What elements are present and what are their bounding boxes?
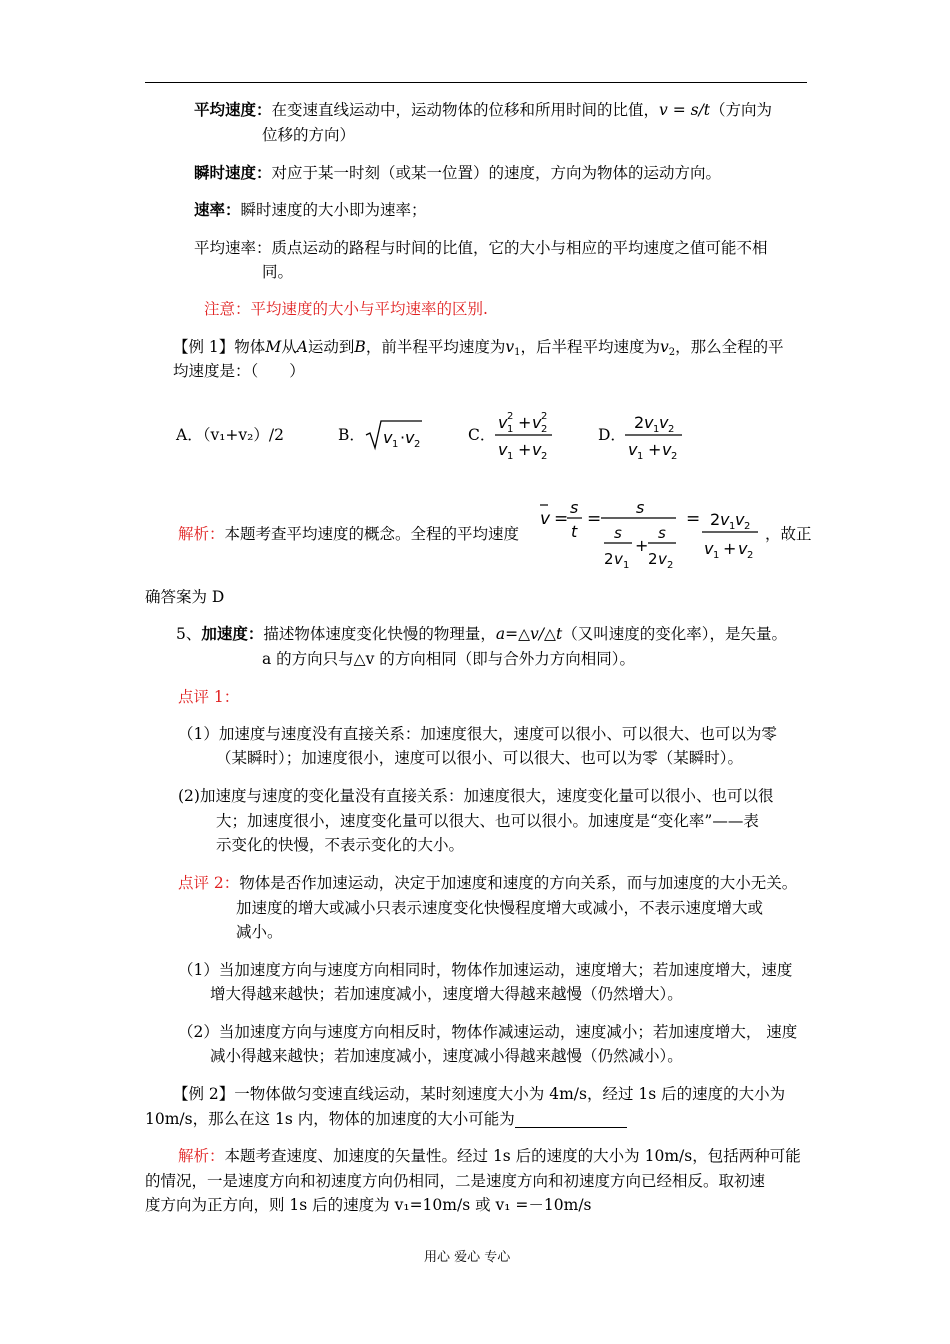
accel-num: 5、 bbox=[176, 625, 202, 643]
option-d-num-two: 2 bbox=[634, 413, 645, 432]
option-c-fraction bbox=[492, 404, 558, 464]
example1-v2-sub: 2 bbox=[668, 347, 676, 358]
avg-velocity-text2: （方向为 bbox=[710, 101, 773, 119]
comment1-p1-line1: （1）加速度与速度没有直接关系：加速度很大，速度可以很小、可以很大、也可以为零 bbox=[178, 725, 777, 743]
example1-text: ，前半程平均速度为 bbox=[365, 338, 506, 356]
accel-text1: 描述物体速度变化快慢的物理量， bbox=[263, 625, 496, 643]
option-d-label: D． bbox=[598, 426, 626, 444]
option-d-den-plus: + bbox=[648, 440, 662, 459]
page-footer: 用心 爱心 专心 bbox=[424, 1250, 511, 1265]
option-a bbox=[176, 424, 284, 446]
example2-tag: 【例 2】 bbox=[173, 1085, 235, 1103]
example2-text2: 10m/s，那么在这 1s 内，物体的加速度的大小可能为 bbox=[145, 1110, 515, 1128]
header-rule bbox=[145, 82, 807, 83]
option-c-label: C． bbox=[468, 426, 496, 444]
note-paragraph: 注意：平均速度的大小与平均速率的区别. bbox=[204, 300, 488, 318]
st-num-s: s bbox=[570, 498, 579, 517]
accel-line1 bbox=[176, 623, 787, 645]
avg-velocity-formula: v = s/t bbox=[659, 101, 711, 119]
example2-text: 一物体做匀变速直线运动，某时刻速度大小为 4m/s，经过 1s 后的速度的大小为 bbox=[234, 1085, 786, 1103]
accel-formula: a=△v/△t bbox=[495, 625, 563, 643]
speed-text: 瞬时速度的大小即为速率； bbox=[240, 201, 427, 219]
sub2-den-two: 2 bbox=[648, 550, 658, 568]
example1-v1-sub: 1 bbox=[514, 347, 521, 358]
example1-text: ，那么全程的平 bbox=[675, 338, 784, 356]
eq-sign-1: = bbox=[554, 509, 569, 529]
analysis1-text: 本题考查平均速度的概念。全程的平均速度 bbox=[224, 525, 520, 543]
option-b-label: B． bbox=[338, 426, 365, 444]
option-a-text: （v₁+v₂）/2 bbox=[202, 426, 284, 444]
example2-line2 bbox=[145, 1108, 627, 1130]
option-b-v2-sub: 2 bbox=[414, 439, 421, 450]
analysis2-text: 本题考查速度、加速度的矢量性。经过 1s 后的速度的大小为 10m/s，包括两种可能 bbox=[224, 1147, 801, 1165]
sub2-den-sub: 2 bbox=[667, 560, 674, 571]
analysis2-line1 bbox=[178, 1145, 801, 1167]
example1-line2: 均速度是：（ ） bbox=[173, 362, 305, 380]
comment1-p1-line2: （某瞬时）；加速度很小，速度可以很小、可以很大、也可以为零（某瞬时）。 bbox=[216, 749, 744, 767]
avg-speed-line2: 同。 bbox=[262, 263, 294, 281]
comment1-p2-line1: (2)加速度与速度的变化量没有直接关系：加速度很大，速度变化量可以很小、也可以很 bbox=[178, 787, 774, 805]
example1-v1: v bbox=[505, 338, 515, 356]
option-c-den-plus: + bbox=[518, 440, 532, 459]
comment2-p2-line2: 减小得越来越快；若加速度减小，速度减小得越来越慢（仍然减小）。 bbox=[210, 1047, 683, 1065]
avg-speed-line1: 平均速率：质点运动的路程与时间的比值，它的大小与相应的平均速度之值可能不相 bbox=[194, 239, 768, 257]
eq-sign-2: = bbox=[587, 509, 602, 529]
example1-text: ，后半程平均速度为 bbox=[520, 338, 660, 356]
option-a-label: A． bbox=[176, 426, 203, 444]
res-num-v2: v bbox=[735, 510, 745, 529]
speed-term: 速率： bbox=[194, 200, 241, 219]
comment2-p1-line2: 增大得越来越快；若加速度减小，速度增大得越来越慢（仍然增大）。 bbox=[210, 985, 683, 1003]
comment2-line1 bbox=[178, 872, 797, 894]
comment1-p2-line3: 示变化的快慢，不表示变化的大小。 bbox=[216, 836, 465, 854]
analysis1-label: 解析： bbox=[178, 525, 225, 543]
answer-blank[interactable] bbox=[515, 1109, 627, 1128]
res-den-v1: v bbox=[704, 539, 714, 558]
res-den-v2: v bbox=[738, 539, 748, 558]
option-d-fraction bbox=[622, 404, 688, 464]
option-c-num-v1-sub: 1 bbox=[507, 424, 514, 435]
accel-text2: （又叫速度的变化率），是矢量。 bbox=[562, 625, 787, 643]
option-c-num-plus: + bbox=[518, 413, 532, 432]
analysis2-line2: 的情况，一是速度方向和初速度方向仍相同，二是速度方向和初速度方向已经相反。取初速 bbox=[145, 1172, 766, 1190]
comment1-p2-line2: 大；加速度很小，速度变化量可以很大、也可以很小。加速度是“变化率”——表 bbox=[216, 812, 759, 830]
analysis1-formula bbox=[536, 494, 764, 576]
option-d-num-v2: v bbox=[659, 413, 669, 432]
inst-velocity-paragraph bbox=[194, 162, 721, 184]
option-b-v1-sub: 1 bbox=[392, 439, 399, 450]
option-c-num-v2: v bbox=[532, 413, 542, 432]
option-d-den-v2: v bbox=[662, 440, 672, 459]
analysis1-line1 bbox=[178, 523, 519, 545]
comment2-p1-line1: （1）当加速度方向与速度方向相同时，物体作加速运动，速度增大；若加速度增大，速度 bbox=[178, 961, 793, 979]
option-c-num-v1: v bbox=[498, 413, 508, 432]
analysis2-line3: 度方向为正方向，则 1s 后的速度为 v₁=10m/s 或 v₁ =－10m/s bbox=[145, 1196, 592, 1214]
eq-sign-3: = bbox=[686, 509, 701, 529]
option-c-num-v2-sub: 2 bbox=[541, 424, 548, 435]
res-num-v1-sub: 1 bbox=[729, 521, 736, 532]
option-d-num-v1: v bbox=[644, 413, 654, 432]
analysis1-line2: 确答案为 D bbox=[145, 588, 225, 606]
sub2-num-s: s bbox=[658, 524, 666, 542]
inst-velocity-text: 对应于某一时刻（或某一位置）的速度，方向为物体的运动方向。 bbox=[271, 164, 722, 182]
option-d-den-v1-sub: 1 bbox=[637, 451, 644, 462]
sub1-den-two: 2 bbox=[604, 550, 614, 568]
option-c-num-v2-sup: 2 bbox=[541, 411, 548, 422]
option-c-num-v1-sup: 2 bbox=[507, 411, 514, 422]
analysis2-label: 解析： bbox=[178, 1147, 225, 1165]
example1-text: 物体 bbox=[234, 338, 266, 356]
comment2-p2-line1: （2）当加速度方向与速度方向相反时，物体作减速运动，速度减小；若加速度增大， 速度 bbox=[178, 1023, 798, 1041]
sub2-den-v: v bbox=[658, 550, 667, 568]
accel-term: 加速度： bbox=[201, 624, 264, 643]
avg-velocity-text: 在变速直线运动中，运动物体的位移和所用时间的比值， bbox=[271, 101, 660, 119]
option-c-den-v1: v bbox=[498, 440, 508, 459]
comment2-label: 点评 2： bbox=[178, 874, 240, 892]
example1-text: 运动到 bbox=[307, 338, 355, 356]
sub1-den-sub: 1 bbox=[623, 560, 630, 571]
res-num-two: 2 bbox=[710, 510, 721, 529]
option-b-dot: · bbox=[400, 428, 406, 447]
option-b-sqrt bbox=[364, 418, 424, 452]
res-den-v1-sub: 1 bbox=[713, 550, 720, 561]
comment2-line2: 加速度的增大或减小只表示速度变化快慢程度增大或减小，不表示速度增大或 bbox=[236, 899, 764, 917]
res-den-v2-sub: 2 bbox=[747, 550, 754, 561]
comment2-line3: 减小。 bbox=[236, 923, 283, 941]
vbar-v: v bbox=[540, 509, 551, 529]
speed-paragraph bbox=[194, 199, 427, 221]
res-num-v1: v bbox=[720, 510, 730, 529]
option-c-den-v2-sub: 2 bbox=[541, 451, 548, 462]
res-num-v2-sub: 2 bbox=[744, 521, 751, 532]
option-b-v1: v bbox=[383, 428, 393, 447]
example1-var-b: B bbox=[354, 338, 366, 356]
den-plus: + bbox=[635, 536, 649, 555]
example2-line1 bbox=[173, 1083, 785, 1105]
accel-line2: a 的方向只与△v 的方向相同（即与合外力方向相同）。 bbox=[262, 650, 636, 668]
option-b-v2: v bbox=[405, 428, 415, 447]
avg-velocity-line1 bbox=[194, 99, 772, 121]
res-den-plus: + bbox=[723, 539, 737, 558]
comment1-label: 点评 1： bbox=[178, 688, 240, 706]
example1-text: 从 bbox=[281, 338, 297, 356]
avg-velocity-line2: 位移的方向） bbox=[262, 126, 356, 144]
example1-tag: 【例 1】 bbox=[173, 338, 235, 356]
option-c-den-v2: v bbox=[532, 440, 542, 459]
example1-var-a: A bbox=[296, 338, 308, 356]
option-d-den-v2-sub: 2 bbox=[671, 451, 678, 462]
option-c-den-v1-sub: 1 bbox=[507, 451, 514, 462]
st-den-t: t bbox=[571, 522, 578, 541]
option-d-den-v1: v bbox=[628, 440, 638, 459]
sub1-den-v: v bbox=[614, 550, 623, 568]
avg-velocity-term: 平均速度： bbox=[194, 100, 272, 119]
example1-v2: v bbox=[659, 338, 669, 356]
option-d-num-v1-sub: 1 bbox=[653, 424, 660, 435]
comment2-text: 物体是否作加速运动，决定于加速度和速度的方向关系，而与加速度的大小无关。 bbox=[239, 874, 798, 892]
sub1-num-s: s bbox=[614, 524, 622, 542]
inst-velocity-term: 瞬时速度： bbox=[194, 163, 272, 182]
big-num-s: s bbox=[636, 498, 645, 517]
example1-var-m: M bbox=[265, 338, 282, 356]
option-d-num-v2-sub: 2 bbox=[668, 424, 675, 435]
analysis1-tail: ，故正 bbox=[765, 525, 812, 543]
